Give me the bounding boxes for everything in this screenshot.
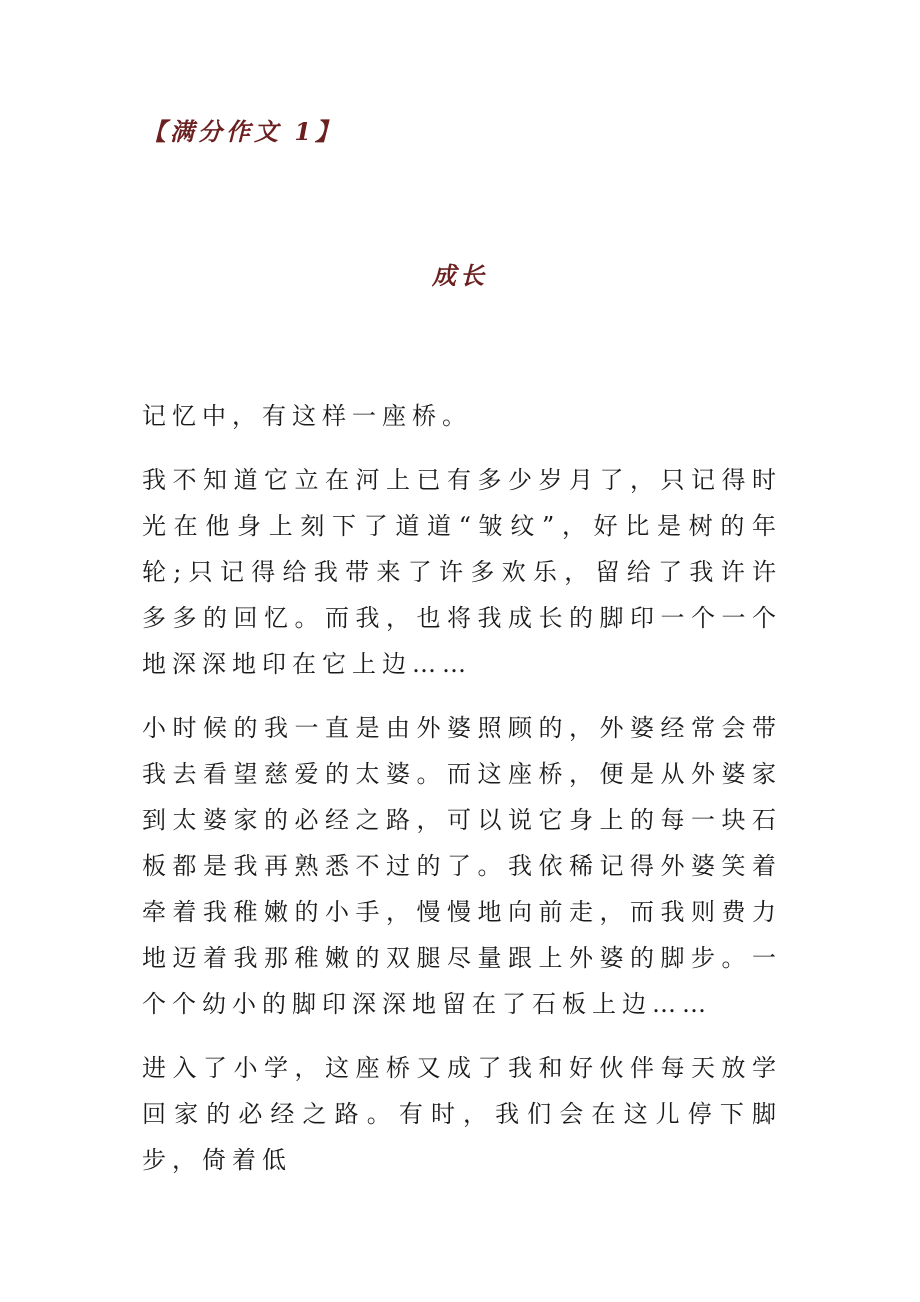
paragraph: 进入了小学，这座桥又成了我和好伙伴每天放学回家的必经之路。有时，我们会在这儿停下脚步，倚着低 — [142, 1054, 782, 1174]
paragraph: 我不知道它立在河上已有多少岁月了，只记得时光在他身上刻下了道道“皱纹”，好比是树的年轮;只记得给我带来了许多欢乐，留给了我许许多多的回忆。而我，也将我成长的脚印一个一个地深深地印在它上边…… — [142, 466, 782, 678]
paragraph: 记忆中，有这样一座桥。 — [142, 402, 472, 430]
essay-body — [142, 393, 782, 1201]
essay-title: 成长 — [432, 261, 488, 290]
paragraph: 小时候的我一直是由外婆照顾的，外婆经常会带我去看望慈爱的太婆。而这座桥，便是从外婆家到太婆家的必经之路，可以说它身上的每一块石板都是我再熟悉不过的了。我依稀记得外婆笑着牵着我稚嫩的小手，慢慢地向前走，而我则费力地迈着我那稚嫩的双腿尽量跟上外婆的脚步。一个个幼小的脚印深深地留在了石板上边…… — [142, 714, 782, 1018]
section-heading: 【满分作文 1】 — [142, 117, 344, 146]
